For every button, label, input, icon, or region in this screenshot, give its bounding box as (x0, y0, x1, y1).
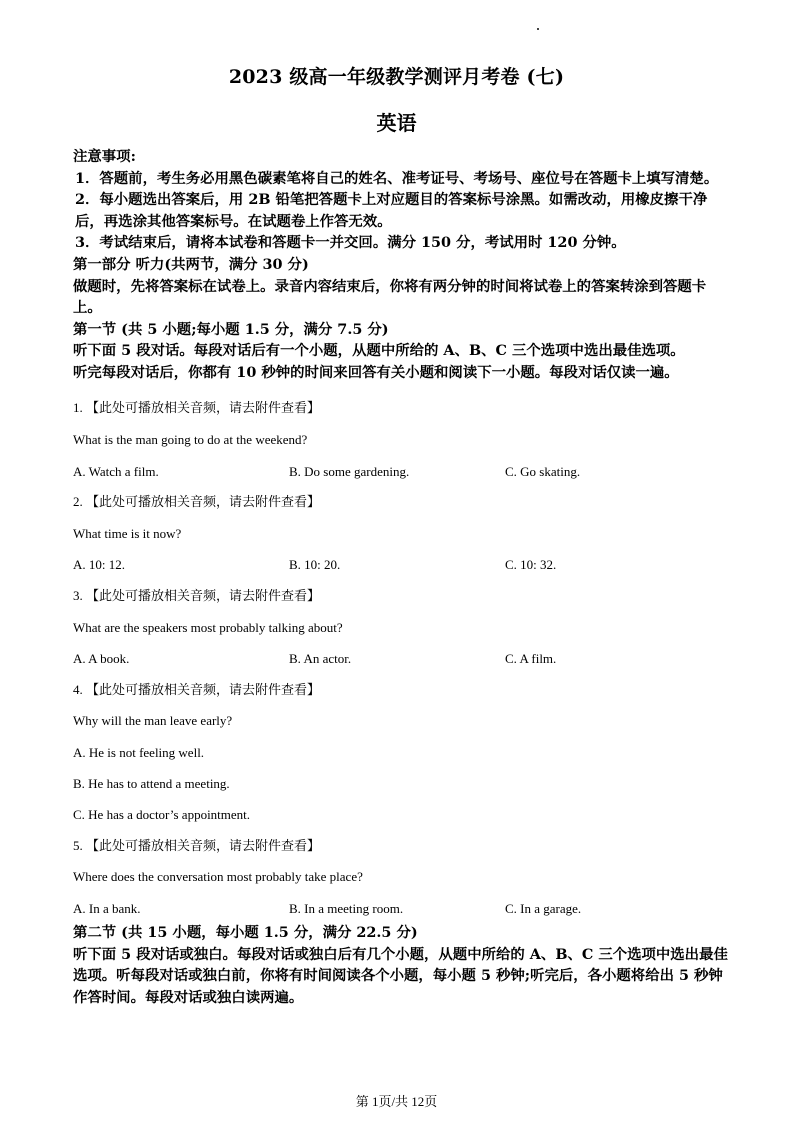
question-4-option-a: A. He is not feeling well. (73, 745, 205, 760)
page-title: 2023 级高一年级教学测评月考卷 (七) (228, 66, 565, 88)
instructions-block (73, 146, 729, 384)
question-3-option-a: A. A book. (73, 651, 130, 666)
question-4-option-b: B. He has to attend a meeting. (73, 776, 230, 791)
question-2-option-b: B. 10: 20. (289, 557, 341, 572)
section1-intro: 听完每段对话后，你都有 10 秒钟的时间来回答有关小题和阅读下一小题。每段对话仅读一遍。 (73, 363, 679, 381)
question-4-text: Why will the man leave early? (73, 713, 233, 728)
question-2-option-c: C. 10: 32. (505, 557, 557, 572)
part1-heading: 第一部分 听力(共两节，满分 30 分) (73, 255, 309, 273)
audio-placeholder-4[interactable]: 4. 【此处可播放相关音频，请去附件查看】 (73, 682, 321, 697)
question-1-option-b: B. Do some gardening. (289, 464, 410, 479)
instruction-item: 1．答题前，考生务必用黑色碳素笔将自己的姓名、准考证号、考场号、座位号在答题卡上填写清楚。 (75, 169, 719, 187)
section2-intro: 听下面 5 段对话或独白。每段对话或独白后有几个小题，从题中所给的 A、B、C 三个选项中选出最佳选项。听每段对话或独白前，你将有时间阅读各个小题，每小题 5 秒钟;听完后，各小题将给出 5 秒钟作答时间。每段对话或独白读两遍。 (73, 945, 728, 1006)
question-5-text: Where does the conversation most probably take place? (73, 869, 363, 884)
audio-placeholder-1[interactable]: 1. 【此处可播放相关音频，请去附件查看】 (73, 400, 321, 415)
instructions-heading: 注意事项: (73, 148, 136, 165)
question-2-option-a: A. 10: 12. (73, 557, 125, 572)
section2-block (73, 922, 729, 1008)
section1-heading: 第一节 (共 5 小题;每小题 1.5 分，满分 7.5 分) (73, 320, 389, 338)
page-number: 第 1页/共 12页 (355, 1094, 438, 1109)
question-4-option-c: C. He has a doctor’s appointment. (73, 807, 251, 822)
part1-intro: 做题时，先将答案标在试卷上。录音内容结束后，你将有两分钟的时间将试卷上的答案转涂到答题卡上。 (73, 277, 707, 317)
subject-title: 英语 (376, 111, 417, 135)
instruction-item: 3．考试结束后，请将本试卷和答题卡一并交回。满分 150 分，考试用时 120 分钟。 (75, 234, 626, 252)
question-3-option-c: C. A film. (505, 651, 557, 666)
question-3-option-b: B. An actor. (289, 651, 352, 666)
question-3-text: What are the speakers most probably talking about? (73, 620, 343, 635)
question-5-option-a: A. In a bank. (73, 901, 141, 916)
question-2-text: What time is it now? (73, 526, 182, 541)
section2-heading: 第二节 (共 15 小题，每小题 1.5 分，满分 22.5 分) (73, 924, 418, 941)
audio-placeholder-2[interactable]: 2. 【此处可播放相关音频，请去附件查看】 (73, 494, 321, 509)
audio-placeholder-5[interactable]: 5. 【此处可播放相关音频，请去附件查看】 (73, 838, 321, 853)
question-1-option-a: A. Watch a film. (73, 464, 159, 479)
question-5-option-b: B. In a meeting room. (289, 901, 404, 916)
question-1-text: What is the man going to do at the weekend? (73, 432, 308, 447)
section1-intro: 听下面 5 段对话。每段对话后有一个小题，从题中所给的 A、B、C 三个选项中选出最佳选项。 (73, 342, 685, 360)
instruction-item: 2．每小题选出答案后，用 2B 铅笔把答题卡上对应题目的答案标号涂黑。如需改动，用橡皮擦干净后，再选涂其他答案标号。在试题卷上作答无效。 (75, 191, 708, 230)
question-1-option-c: C. Go skating. (505, 464, 581, 479)
question-5-option-c: C. In a garage. (505, 901, 582, 916)
scan-dot (537, 28, 539, 30)
audio-placeholder-3[interactable]: 3. 【此处可播放相关音频，请去附件查看】 (73, 588, 321, 603)
